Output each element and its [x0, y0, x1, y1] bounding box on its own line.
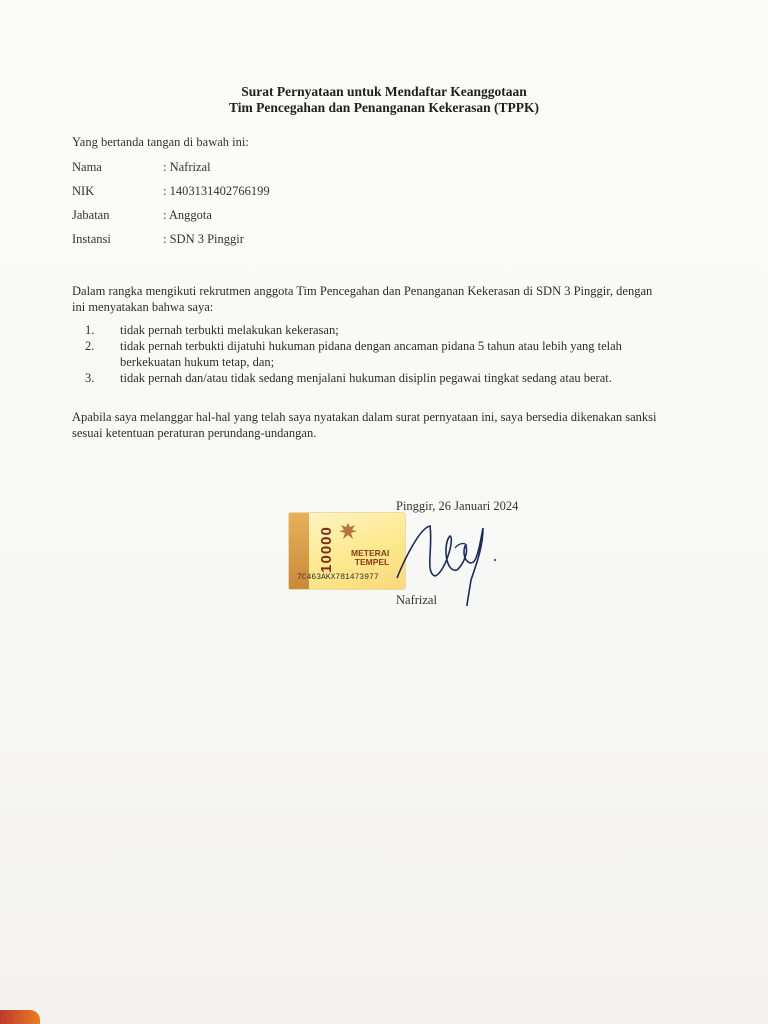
stamp-value: 10000: [317, 526, 335, 573]
signer-name: Nafrizal: [396, 593, 437, 607]
garuda-emblem-icon: [337, 521, 359, 543]
list-item-text: tidak pernah terbukti dijatuhi hukuman pidana dengan ancaman pidana 5 tahun atau lebih yang telah berkekuatan hukum tetap, dan;: [120, 339, 622, 369]
stamp-label-line-2: TEMPEL: [354, 557, 390, 567]
intro-text: Yang bertanda tangan di bawah ini:: [72, 135, 249, 149]
list-item-text: tidak pernah dan/atau tidak sedang menjalani hukuman disiplin pegawai tingkat sedang atau berat.: [120, 371, 612, 385]
title-line-2: Tim Pencegahan dan Penanganan Kekerasan (TPPK): [229, 100, 539, 115]
closing-paragraph: Apabila saya melanggar hal-hal yang telah saya nyatakan dalam surat pernyataan ini, saya bersedia dikenakan sanksi sesuai ketentuan peraturan perundang-undangan.: [72, 410, 657, 440]
list-item-text: tidak pernah terbukti melakukan kekerasan;: [120, 323, 339, 337]
list-item: [85, 322, 665, 338]
field-label-nama: Nama: [72, 160, 102, 174]
field-label-nik: NIK: [72, 184, 95, 198]
meterai-stamp: [289, 513, 405, 589]
list-item-number: 3.: [85, 371, 95, 385]
place-date: Pinggir, 26 Januari 2024: [396, 499, 519, 513]
statement-list: [85, 322, 665, 386]
field-value-nik: : 1403131402766199: [163, 184, 270, 198]
stamp-label: [351, 549, 389, 567]
field-value-nama: : Nafrizal: [163, 160, 211, 174]
stamp-label-line-1: METERAI: [351, 548, 390, 558]
statement-paragraph: Dalam rangka mengikuti rekrutmen anggota Tim Pencegahan dan Penanganan Kekerasan di SDN 3 Pinggir, dengan ini menyatakan bahwa saya:: [72, 284, 653, 314]
list-item-number: 1.: [85, 323, 95, 337]
document-title: [0, 84, 768, 116]
field-value-instansi: : SDN 3 Pinggir: [163, 232, 244, 246]
list-item: [85, 338, 665, 370]
field-label-instansi: Instansi: [72, 232, 111, 246]
list-item: [85, 370, 665, 386]
stamp-code: 7C463AKX781473977: [297, 573, 379, 582]
list-item-number: 2.: [85, 339, 95, 353]
field-label-jabatan: Jabatan: [72, 208, 110, 222]
page-corner-mark: [0, 1010, 40, 1024]
title-line-1: Surat Pernyataan untuk Mendaftar Keanggotaan: [241, 84, 527, 99]
field-value-jabatan: : Anggota: [163, 208, 212, 222]
